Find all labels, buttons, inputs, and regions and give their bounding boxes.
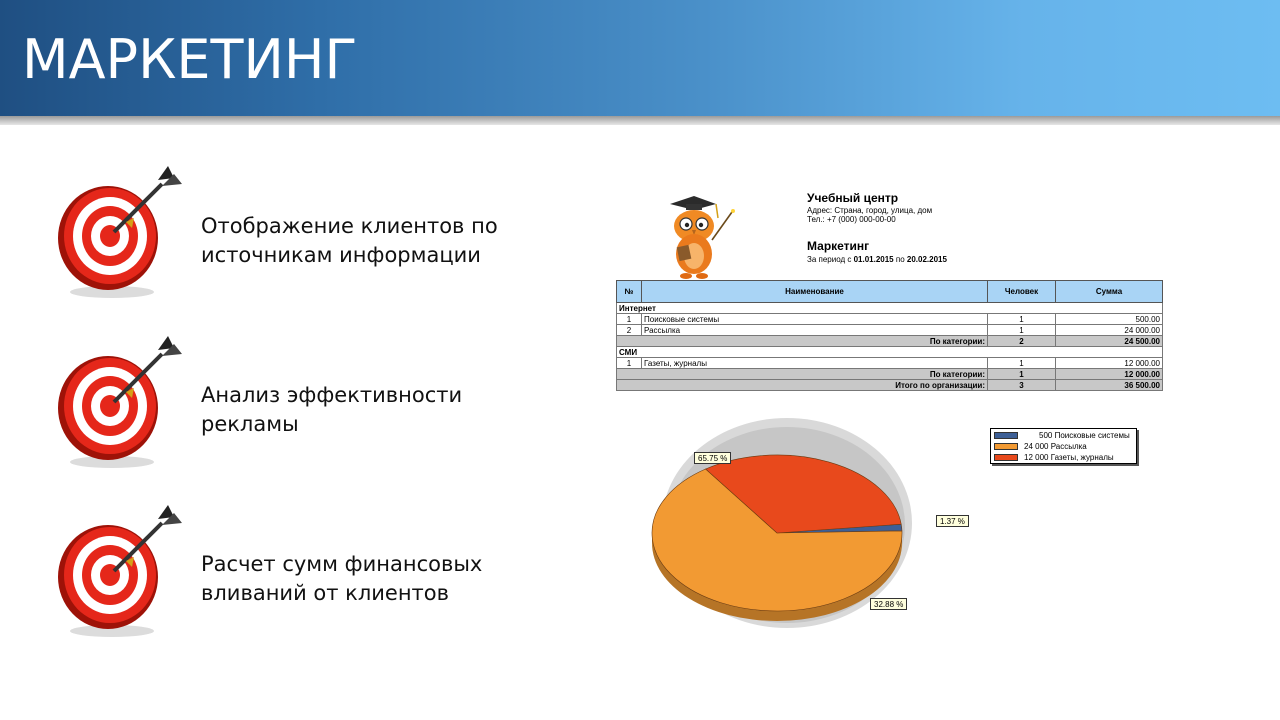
report-table [616,280,1163,391]
feature-text [201,550,501,608]
legend-item [994,453,1134,463]
marketing-report [612,188,1168,648]
feature-item [50,164,510,304]
period-to: 20.02.2015 [906,255,947,264]
legend-item [994,442,1134,452]
subtotal-label: По категории: [617,336,988,347]
table-header-row [617,281,1163,303]
cell-sum: 500.00 [1056,314,1163,325]
legend-swatch [994,454,1018,461]
cell-number: 2 [617,325,642,336]
table-row [617,325,1163,336]
total-people: 3 [988,380,1056,391]
legend-swatch [994,443,1018,450]
total-sum: 36 500.00 [1056,380,1163,391]
feature-text-line: вливаний от клиентов [201,581,450,605]
cell-number: 1 [617,314,642,325]
owl-mascot-icon [656,190,740,282]
cell-people: 1 [988,325,1056,336]
table-row [617,358,1163,369]
category-name: Интернет [617,303,1163,314]
legend-swatch [994,432,1018,439]
cell-people: 1 [988,358,1056,369]
category-row [617,347,1163,358]
target-dart-icon [50,334,190,474]
cell-name: Поисковые системы [642,314,988,325]
feature-text-line: Отображение клиентов по [201,214,498,238]
slide-header [0,0,1280,116]
target-dart-icon [50,164,190,304]
pie-percent-label: 65.75 % [694,452,731,464]
report-title: Маркетинг [807,239,870,253]
subtotal-label: По категории: [617,369,988,380]
feature-text [201,212,501,270]
pie-chart [612,413,952,653]
subtotal-sum: 24 500.00 [1056,336,1163,347]
feature-item [50,334,510,474]
feature-text-line: Анализ эффективности [201,383,463,407]
total-row [617,380,1163,391]
cell-name: Рассылка [642,325,988,336]
col-name: Наименование [642,281,988,303]
report-period [807,255,947,264]
subtotal-row [617,369,1163,380]
feature-text-line: рекламы [201,412,299,436]
table-row [617,314,1163,325]
pie-percent-label: 32.88 % [870,598,907,610]
cell-name: Газеты, журналы [642,358,988,369]
header-divider [0,116,1280,125]
subtotal-sum: 12 000.00 [1056,369,1163,380]
pie-percent-label: 1.37 % [936,515,969,527]
total-label: Итого по организации: [617,380,988,391]
cell-sum: 24 000.00 [1056,325,1163,336]
period-from: 01.01.2015 [853,255,894,264]
legend-label: 24 000 Рассылка [1024,442,1087,451]
org-phone: Тел.: +7 (000) 000-00-00 [807,215,896,224]
feature-item [50,503,510,643]
org-address: Адрес: Страна, город, улица, дом [807,206,933,215]
org-name: Учебный центр [807,191,899,205]
cell-people: 1 [988,314,1056,325]
legend-label: 12 000 Газеты, журналы [1024,453,1114,462]
target-dart-icon [50,503,190,643]
cell-sum: 12 000.00 [1056,358,1163,369]
period-mid: по [893,255,907,264]
subtotal-row [617,336,1163,347]
subtotal-people: 1 [988,369,1056,380]
category-row [617,303,1163,314]
feature-text-line: источникам информации [201,243,481,267]
feature-text-line: Расчет сумм финансовых [201,552,483,576]
chart-legend [990,428,1137,464]
legend-item [994,431,1134,441]
subtotal-people: 2 [988,336,1056,347]
col-people: Человек [988,281,1056,303]
col-sum: Сумма [1056,281,1163,303]
cell-number: 1 [617,358,642,369]
legend-label: 500 Поисковые системы [1039,431,1130,440]
category-name: СМИ [617,347,1163,358]
feature-text [201,381,501,439]
period-prefix: За период с [807,255,854,264]
slide-title: МАРКЕТИНГ [22,28,358,91]
col-number: № [617,281,642,303]
